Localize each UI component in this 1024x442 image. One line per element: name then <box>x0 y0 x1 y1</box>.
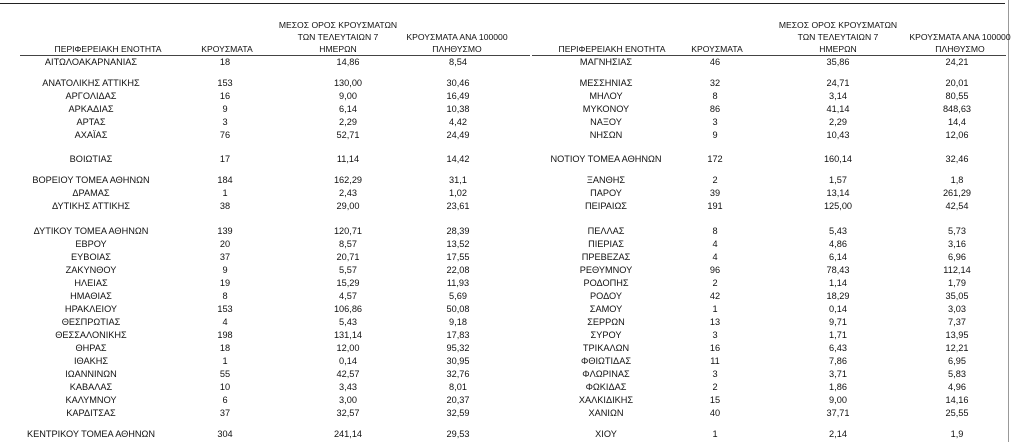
cases-cell: 184 <box>217 175 233 185</box>
region-cell: ΡΕΘΥΜΝΟΥ <box>579 265 633 275</box>
avg-cell: 4,86 <box>829 239 847 249</box>
region-cell: ΠΕΛΛΑΣ <box>587 226 625 236</box>
avg-cell: 160,14 <box>823 154 853 164</box>
region-cell: ΑΝΑΤΟΛΙΚΗΣ ΑΤΤΙΚΗΣ <box>42 78 140 88</box>
per100k-cell: 32,76 <box>446 369 470 379</box>
region-cell: ΡΟΔΟΥ <box>589 291 623 301</box>
header-region-left: ΠΕΡΙΦΕΡΕΙΑΚΗ ΕΝΟΤΗΤΑ <box>54 44 162 54</box>
per100k-cell: 8,01 <box>449 382 467 392</box>
cases-cell: 2 <box>712 175 718 185</box>
cases-cell: 96 <box>709 265 721 275</box>
region-cell: ΠΡΕΒΕΖΑΣ <box>581 252 631 262</box>
per100k-cell: 14,4 <box>948 117 966 127</box>
header-avg-left: ΜΕΣΟΣ ΟΡΟΣ ΚΡΟΥΣΜΑΤΩΝ ΤΩΝ ΤΕΛΕΥΤΑΙΩΝ 7 ΗΜΕΡΩΝ <box>278 20 398 54</box>
avg-cell: 15,29 <box>336 278 360 288</box>
cases-cell: 8 <box>712 91 718 101</box>
region-cell: ΙΩΑΝΝΙΝΩΝ <box>65 369 117 379</box>
region-cell: ΑΡΤΑΣ <box>76 117 106 127</box>
cases-cell: 6 <box>222 395 228 405</box>
cases-cell: 3 <box>712 117 718 127</box>
region-cell: ΡΟΔΟΠΗΣ <box>583 278 629 288</box>
region-cell: ΧΙΟΥ <box>595 429 617 439</box>
avg-cell: 1,14 <box>829 278 847 288</box>
region-cell: ΚΑΛΥΜΝΟΥ <box>65 395 117 405</box>
avg-cell: 78,43 <box>826 265 850 275</box>
avg-cell: 6,14 <box>829 252 847 262</box>
cases-cell: 3 <box>712 369 718 379</box>
avg-cell: 3,00 <box>339 395 357 405</box>
region-cell: ΔΥΤΙΚΟΥ ΤΟΜΕΑ ΑΘΗΝΩΝ <box>33 226 149 236</box>
avg-cell: 52,71 <box>336 130 360 140</box>
region-cell: ΤΡΙΚΑΛΩΝ <box>582 343 630 353</box>
avg-cell: 2,14 <box>829 429 847 439</box>
region-cell: ΑΙΤΩΛΟΑΚΑΡΝΑΝΙΑΣ <box>44 57 138 67</box>
avg-cell: 9,00 <box>339 91 357 101</box>
per100k-cell: 5,83 <box>948 369 966 379</box>
cases-cell: 39 <box>709 188 721 198</box>
per100k-cell: 9,18 <box>449 317 467 327</box>
per100k-cell: 20,37 <box>446 395 470 405</box>
avg-cell: 4,57 <box>339 291 357 301</box>
region-cell: ΚΕΝΤΡΙΚΟΥ ΤΟΜΕΑ ΑΘΗΝΩΝ <box>26 429 156 439</box>
avg-cell: 5,57 <box>339 265 357 275</box>
avg-cell: 32,57 <box>336 408 360 418</box>
cases-cell: 17 <box>219 154 231 164</box>
cases-cell: 32 <box>709 78 721 88</box>
cases-cell: 304 <box>217 429 233 439</box>
cases-cell: 9 <box>222 265 228 275</box>
per100k-cell: 1,8 <box>950 175 964 185</box>
per100k-cell: 10,38 <box>446 104 470 114</box>
cases-cell: 1 <box>222 356 228 366</box>
cases-cell: 86 <box>709 104 721 114</box>
region-cell: ΕΥΒΟΙΑΣ <box>71 252 111 262</box>
avg-cell: 10,43 <box>826 130 850 140</box>
avg-cell: 162,29 <box>333 175 363 185</box>
region-cell: ΔΡΑΜΑΣ <box>72 188 110 198</box>
cases-cell: 153 <box>217 304 233 314</box>
avg-cell: 7,86 <box>829 356 847 366</box>
per100k-cell: 30,46 <box>446 78 470 88</box>
per100k-cell: 12,06 <box>945 130 969 140</box>
avg-cell: 130,00 <box>333 78 363 88</box>
cases-cell: 1 <box>222 188 228 198</box>
cases-cell: 198 <box>217 330 233 340</box>
per100k-cell: 1,9 <box>950 429 964 439</box>
region-cell: ΑΧΑΪΑΣ <box>74 130 108 140</box>
avg-cell: 6,43 <box>829 343 847 353</box>
avg-cell: 3,14 <box>829 91 847 101</box>
region-cell: ΘΗΡΑΣ <box>75 343 107 353</box>
region-cell: ΒΟΡΕΙΟΥ ΤΟΜΕΑ ΑΘΗΝΩΝ <box>32 175 150 185</box>
avg-cell: 5,43 <box>829 226 847 236</box>
avg-cell: 1,57 <box>829 175 847 185</box>
cases-cell: 20 <box>219 239 231 249</box>
region-cell: ΞΑΝΘΗΣ <box>586 175 626 185</box>
per100k-cell: 13,95 <box>945 330 969 340</box>
cases-cell: 16 <box>219 91 231 101</box>
region-cell: ΒΟΙΩΤΙΑΣ <box>69 154 113 164</box>
region-cell: ΣΑΜΟΥ <box>589 304 623 314</box>
per100k-cell: 17,55 <box>446 252 470 262</box>
region-cell: ΜΗΛΟΥ <box>589 91 623 101</box>
cases-cell: 8 <box>222 291 228 301</box>
region-cell: ΘΕΣΠΡΩΤΙΑΣ <box>61 317 121 327</box>
cases-cell: 2 <box>712 382 718 392</box>
per100k-cell: 29,53 <box>446 429 470 439</box>
cases-cell: 18 <box>219 343 231 353</box>
per100k-cell: 35,05 <box>945 291 969 301</box>
top-rule <box>0 3 1005 4</box>
per100k-cell: 13,52 <box>446 239 470 249</box>
avg-cell: 11,14 <box>336 154 360 164</box>
avg-cell: 20,71 <box>336 252 360 262</box>
cases-cell: 13 <box>709 317 721 327</box>
avg-cell: 0,14 <box>339 356 357 366</box>
cases-cell: 9 <box>712 130 718 140</box>
cases-cell: 16 <box>709 343 721 353</box>
per100k-cell: 11,93 <box>446 278 470 288</box>
avg-cell: 41,14 <box>826 104 850 114</box>
avg-cell: 6,14 <box>339 104 357 114</box>
cases-cell: 3 <box>222 117 228 127</box>
header-cases-right: ΚΡΟΥΣΜΑΤΑ <box>691 44 743 54</box>
per100k-cell: 14,16 <box>945 395 969 405</box>
region-cell: ΠΙΕΡΙΑΣ <box>588 239 624 249</box>
per100k-cell: 95,32 <box>446 343 470 353</box>
avg-cell: 0,14 <box>829 304 847 314</box>
avg-cell: 2,29 <box>829 117 847 127</box>
region-cell: ΝΟΤΙΟΥ ΤΟΜΕΑ ΑΘΗΝΩΝ <box>550 154 662 164</box>
per100k-cell: 23,61 <box>446 201 470 211</box>
per100k-cell: 12,21 <box>945 343 969 353</box>
cases-cell: 46 <box>709 57 721 67</box>
right-edge-rule <box>1008 0 1009 442</box>
cases-cell: 18 <box>219 57 231 67</box>
region-cell: ΑΡΚΑΔΙΑΣ <box>68 104 114 114</box>
region-cell: ΧΑΝΙΩΝ <box>588 408 624 418</box>
per100k-cell: 80,55 <box>945 91 969 101</box>
avg-cell: 3,71 <box>829 369 847 379</box>
avg-cell: 125,00 <box>823 201 853 211</box>
region-cell: ΜΥΚΟΝΟΥ <box>582 104 630 114</box>
per100k-cell: 112,14 <box>943 265 971 275</box>
per100k-cell: 6,96 <box>948 252 966 262</box>
region-cell: ΚΑΒΑΛΑΣ <box>69 382 113 392</box>
per100k-cell: 32,59 <box>446 408 470 418</box>
cases-cell: 191 <box>707 201 723 211</box>
avg-cell: 29,00 <box>336 201 360 211</box>
avg-cell: 241,14 <box>333 429 363 439</box>
cases-cell: 172 <box>707 154 723 164</box>
header-per100k-left: ΚΡΟΥΣΜΑΤΑ ΑΝΑ 100000 ΠΛΗΘΥΣΜΟ <box>406 32 508 54</box>
region-cell: ΦΩΚΙΔΑΣ <box>585 382 627 392</box>
per100k-cell: 848,63 <box>942 104 972 114</box>
cases-cell: 10 <box>219 382 231 392</box>
per100k-cell: 22,08 <box>446 265 470 275</box>
cases-cell: 139 <box>217 226 233 236</box>
region-cell: ΣΥΡΟΥ <box>590 330 622 340</box>
per100k-cell: 6,95 <box>948 356 966 366</box>
per100k-cell: 25,55 <box>945 408 969 418</box>
per100k-cell: 17,83 <box>446 330 470 340</box>
avg-cell: 35,86 <box>826 57 850 67</box>
avg-cell: 2,29 <box>339 117 357 127</box>
per100k-cell: 42,54 <box>945 201 969 211</box>
avg-cell: 131,14 <box>333 330 363 340</box>
avg-cell: 42,57 <box>336 369 360 379</box>
region-cell: ΝΗΣΩΝ <box>589 130 623 140</box>
avg-cell: 12,00 <box>336 343 360 353</box>
cases-cell: 19 <box>219 278 231 288</box>
cases-cell: 37 <box>219 408 231 418</box>
region-cell: ΔΥΤΙΚΗΣ ΑΤΤΙΚΗΣ <box>52 201 130 211</box>
cases-cell: 4 <box>712 252 718 262</box>
per100k-cell: 20,01 <box>945 78 969 88</box>
cases-cell: 40 <box>709 408 721 418</box>
region-cell: ΜΕΣΣΗΝΙΑΣ <box>579 78 633 88</box>
region-cell: ΖΑΚΥΝΘΟΥ <box>65 265 117 275</box>
per100k-cell: 5,73 <box>948 226 966 236</box>
region-cell: ΕΒΡΟΥ <box>75 239 107 249</box>
region-cell: ΗΡΑΚΛΕΙΟΥ <box>64 304 118 314</box>
header-per100k-right: ΚΡΟΥΣΜΑΤΑ ΑΝΑ 100000 ΠΛΗΘΥΣΜΟ <box>909 32 1011 54</box>
avg-cell: 18,29 <box>826 291 850 301</box>
avg-cell: 9,00 <box>829 395 847 405</box>
avg-cell: 37,71 <box>826 408 850 418</box>
per100k-cell: 24,21 <box>945 57 969 67</box>
region-cell: ΝΑΞΟΥ <box>590 117 622 127</box>
cases-cell: 38 <box>219 201 231 211</box>
per100k-cell: 16,49 <box>446 91 470 101</box>
region-cell: ΦΛΩΡΙΝΑΣ <box>582 369 630 379</box>
cases-cell: 4 <box>222 317 228 327</box>
region-cell: ΙΘΑΚΗΣ <box>73 356 109 366</box>
region-cell: ΚΑΡΔΙΤΣΑΣ <box>66 408 116 418</box>
region-cell: ΗΛΕΙΑΣ <box>74 278 108 288</box>
avg-cell: 14,86 <box>336 57 360 67</box>
per100k-cell: 5,69 <box>449 291 467 301</box>
per100k-cell: 30,95 <box>446 356 470 366</box>
cases-cell: 9 <box>222 104 228 114</box>
per100k-cell: 31,1 <box>449 175 467 185</box>
cases-cell: 55 <box>219 369 231 379</box>
per100k-cell: 7,37 <box>948 317 966 327</box>
cases-cell: 1 <box>712 304 718 314</box>
header-cases-left: ΚΡΟΥΣΜΑΤΑ <box>201 44 253 54</box>
region-cell: ΗΜΑΘΙΑΣ <box>70 291 112 301</box>
per100k-cell: 3,16 <box>948 239 966 249</box>
header-avg-right: ΜΕΣΟΣ ΟΡΟΣ ΚΡΟΥΣΜΑΤΩΝ ΤΩΝ ΤΕΛΕΥΤΑΙΩΝ 7 ΗΜΕΡΩΝ <box>778 20 898 54</box>
avg-cell: 9,71 <box>829 317 847 327</box>
cases-cell: 76 <box>219 130 231 140</box>
per100k-cell: 4,96 <box>948 382 966 392</box>
per100k-cell: 1,79 <box>948 278 966 288</box>
cases-cell: 11 <box>710 356 720 366</box>
cases-cell: 153 <box>217 78 233 88</box>
cases-cell: 4 <box>712 239 718 249</box>
avg-cell: 120,71 <box>333 226 363 236</box>
avg-cell: 1,71 <box>829 330 847 340</box>
per100k-cell: 261,29 <box>942 188 972 198</box>
per100k-cell: 28,39 <box>446 226 470 236</box>
avg-cell: 3,43 <box>339 382 357 392</box>
avg-cell: 5,43 <box>339 317 357 327</box>
per100k-cell: 50,08 <box>446 304 470 314</box>
per100k-cell: 24,49 <box>446 130 470 140</box>
avg-cell: 106,86 <box>333 304 363 314</box>
cases-cell: 2 <box>712 278 718 288</box>
per100k-cell: 1,02 <box>449 188 467 198</box>
cases-cell: 3 <box>712 330 718 340</box>
region-cell: ΜΑΓΝΗΣΙΑΣ <box>579 57 633 67</box>
region-cell: ΠΕΙΡΑΙΩΣ <box>585 201 627 211</box>
region-cell: ΘΕΣΣΑΛΟΝΙΚΗΣ <box>55 330 127 340</box>
region-cell: ΑΡΓΟΛΙΔΑΣ <box>65 91 117 101</box>
region-cell: ΠΑΡΟΥ <box>590 188 622 198</box>
per100k-cell: 8,54 <box>449 57 467 67</box>
cases-cell: 15 <box>709 395 721 405</box>
header-region-right: ΠΕΡΙΦΕΡΕΙΑΚΗ ΕΝΟΤΗΤΑ <box>558 44 666 54</box>
avg-cell: 13,14 <box>826 188 850 198</box>
region-cell: ΣΕΡΡΩΝ <box>587 317 625 327</box>
avg-cell: 2,43 <box>339 188 357 198</box>
region-cell: ΧΑΛΚΙΔΙΚΗΣ <box>578 395 634 405</box>
cases-cell: 42 <box>709 291 721 301</box>
region-cell: ΦΘΙΩΤΙΔΑΣ <box>580 356 632 366</box>
cases-cell: 37 <box>219 252 231 262</box>
avg-cell: 1,86 <box>829 382 847 392</box>
avg-cell: 8,57 <box>339 239 357 249</box>
cases-cell: 1 <box>712 429 718 439</box>
avg-cell: 24,71 <box>826 78 850 88</box>
cases-cell: 8 <box>712 226 718 236</box>
per100k-cell: 4,42 <box>449 117 467 127</box>
per100k-cell: 32,46 <box>945 154 969 164</box>
per100k-cell: 3,03 <box>948 304 966 314</box>
per100k-cell: 14,42 <box>446 154 470 164</box>
